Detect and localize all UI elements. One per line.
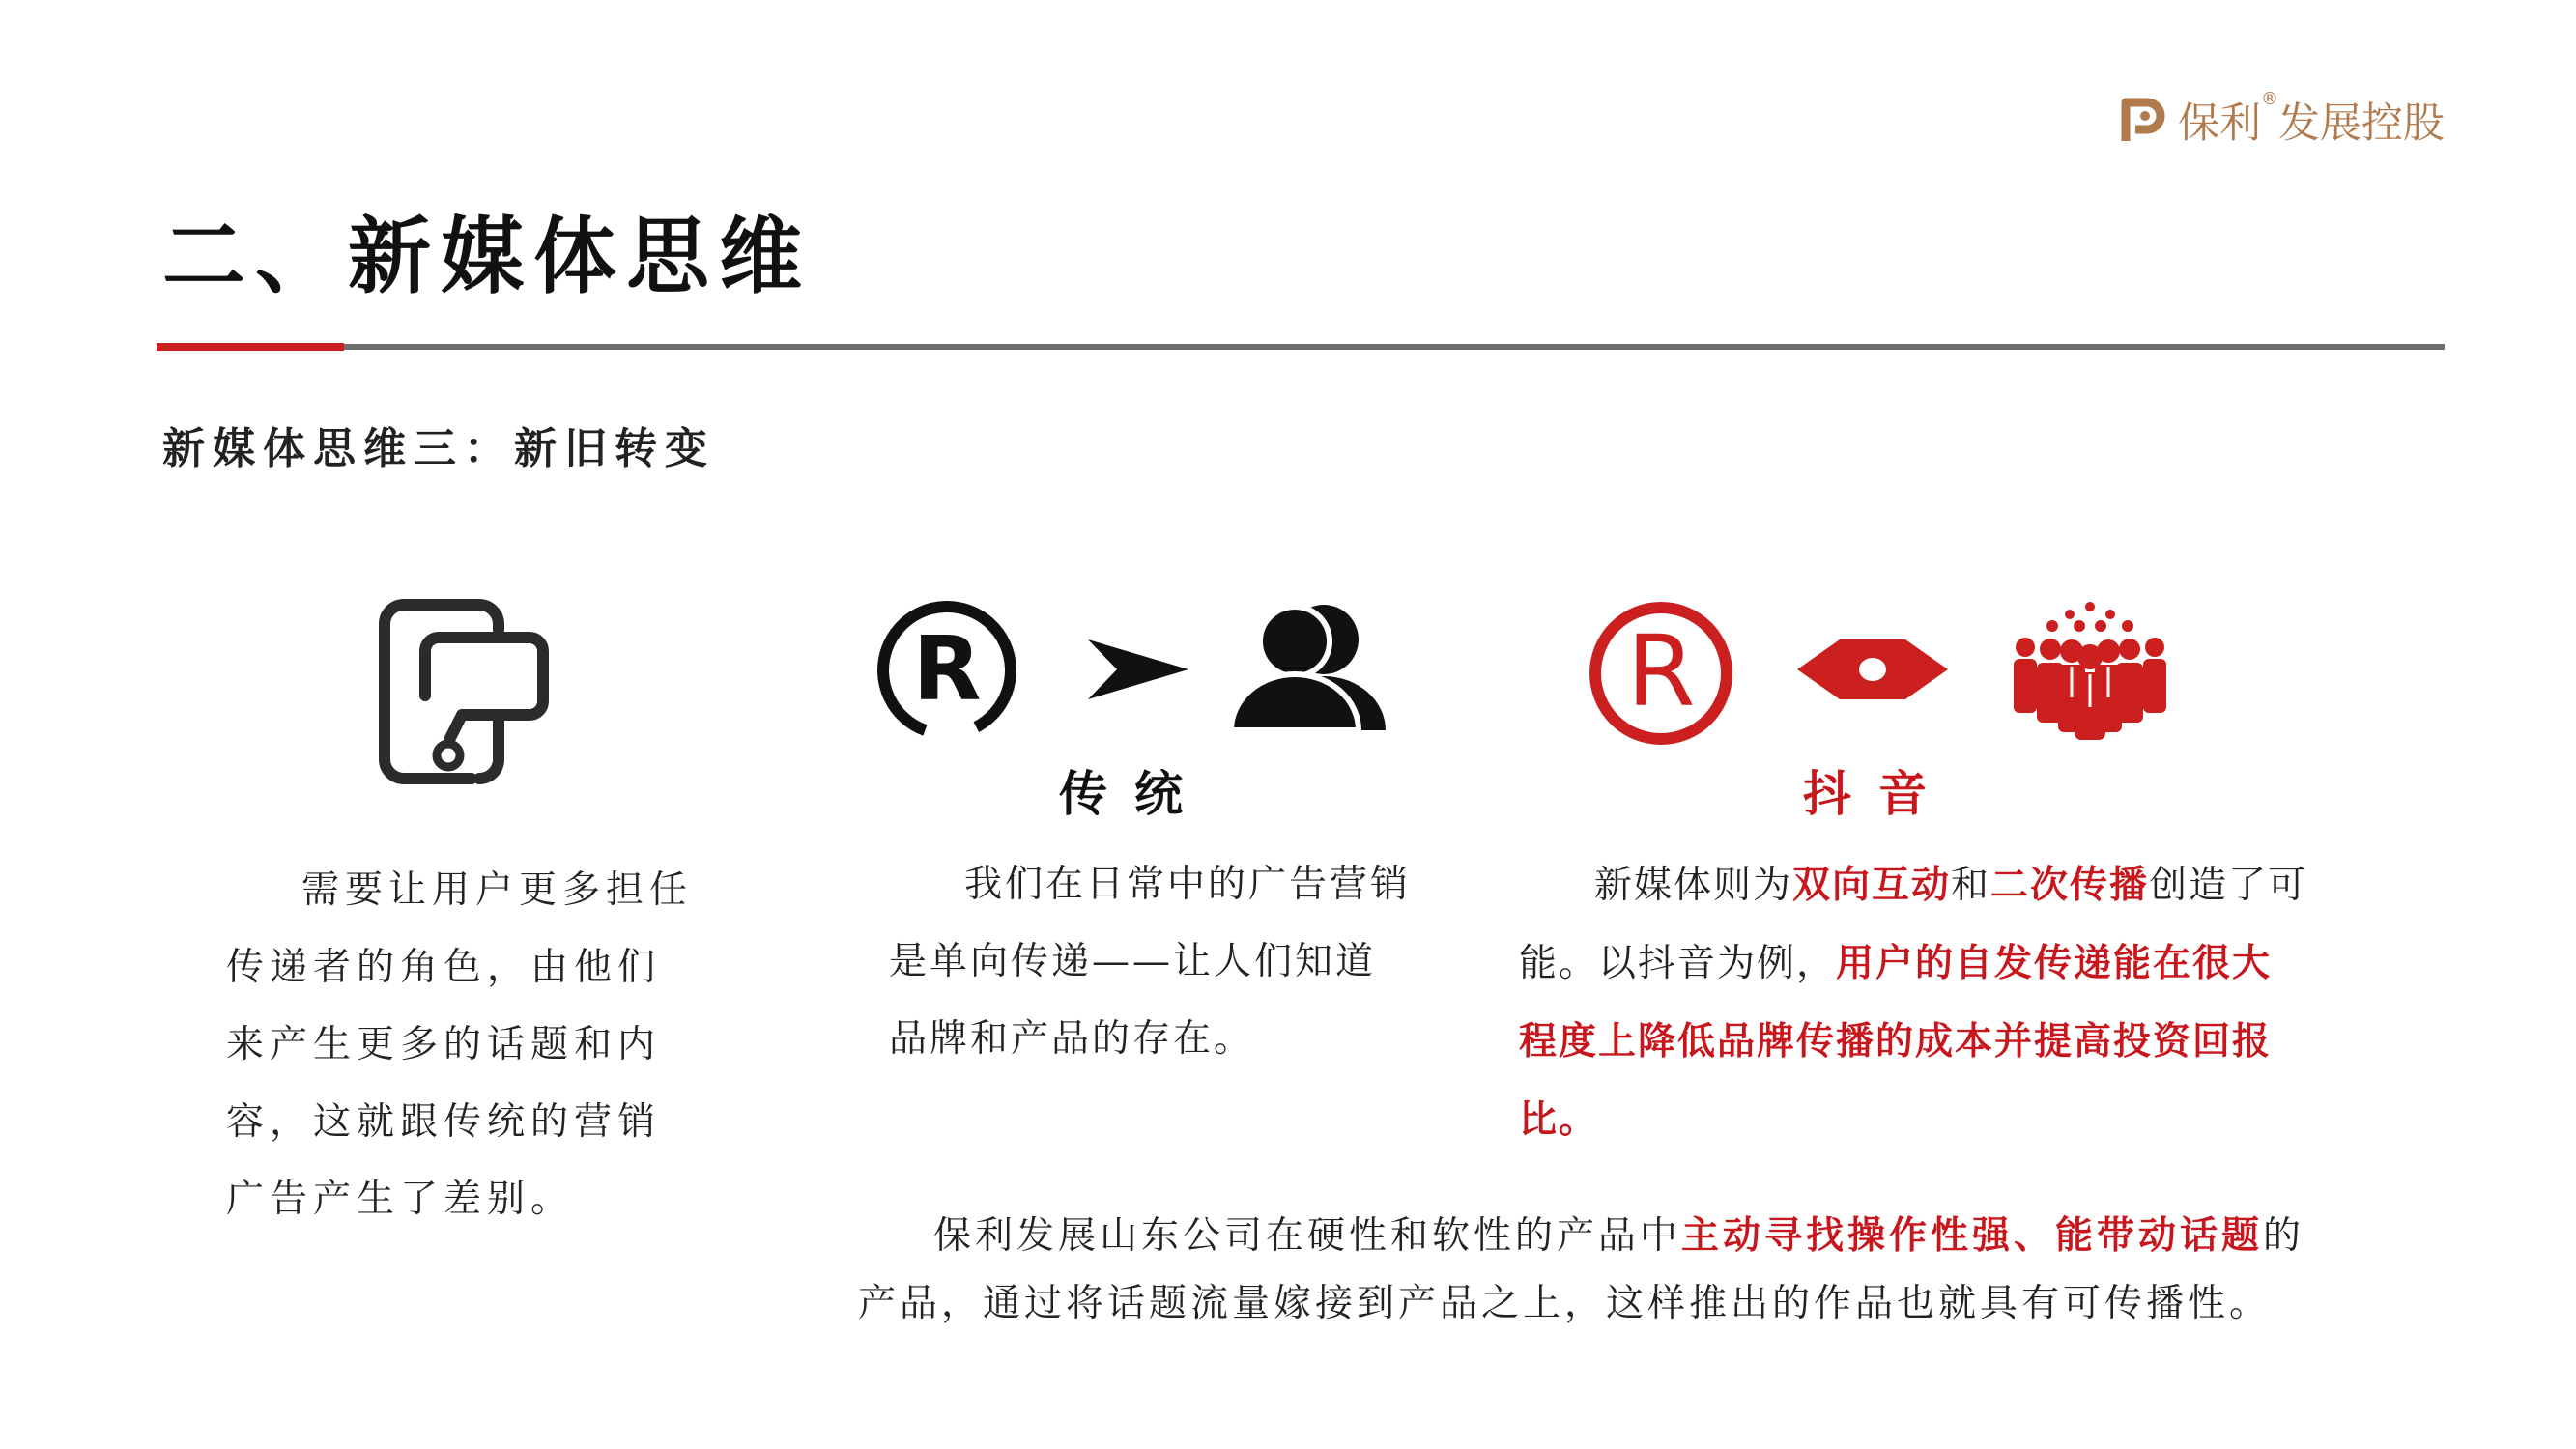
title-divider-accent	[157, 343, 344, 351]
arrow-right-icon	[1086, 638, 1190, 701]
left-paragraph: 需要让用户更多担任传递者的角色，由他们来产生更多的话题和内容，这就跟传统的营销广告产生了差别。	[226, 868, 694, 1221]
registered-mark-icon	[872, 595, 1022, 746]
crowd-icon	[2010, 601, 2170, 740]
double-arrow-icon	[1795, 638, 1950, 701]
middle-paragraph: 我们在日常中的广告营销是单向传递——让人们知道品牌和产品的存在。	[889, 863, 1412, 1061]
highlight-two-way: 双向互动	[1792, 863, 1952, 907]
title-divider	[157, 344, 2445, 350]
highlight-secondary-spread: 二次传播	[1990, 863, 2150, 907]
registered-mark-red-icon	[1587, 599, 1735, 748]
section-subtitle: 新媒体思维三：新旧转变	[162, 424, 715, 473]
highlight-user-spread: 用户的自发传递能在很大程度上降低品牌传播的成本并提高投资回报比。	[1519, 941, 2273, 1142]
svg-text:R: R	[1626, 614, 1696, 729]
users-icon	[1229, 601, 1388, 730]
phone-chat-icon	[375, 595, 553, 784]
right-paragraph: 新媒体则为双向互动和二次传播创造了可能。以抖音为例，用户的自发传递能在很大程度上降低品牌传播的成本并提高投资回报比。	[1519, 863, 2308, 1142]
brand-logo	[2116, 89, 2445, 151]
bottom-paragraph: 保利发展山东公司在硬性和软性的产品中主动寻找操作性强、能带动话题的产品，通过将话题流量嫁接到产品之上，这样推出的作品也就具有可传播性。	[858, 1213, 2305, 1325]
page-title: 二、新媒体思维	[162, 208, 812, 305]
svg-text:R: R	[912, 617, 982, 721]
brand-logo-icon	[2116, 93, 2170, 147]
traditional-label: 传统	[1059, 765, 1210, 822]
brand-logo-text: 保利®发展控股	[2178, 88, 2445, 148]
highlight-active-search: 主动寻找操作性强、能带动话题	[1681, 1213, 2264, 1258]
douyin-label: 抖音	[1803, 765, 1954, 822]
